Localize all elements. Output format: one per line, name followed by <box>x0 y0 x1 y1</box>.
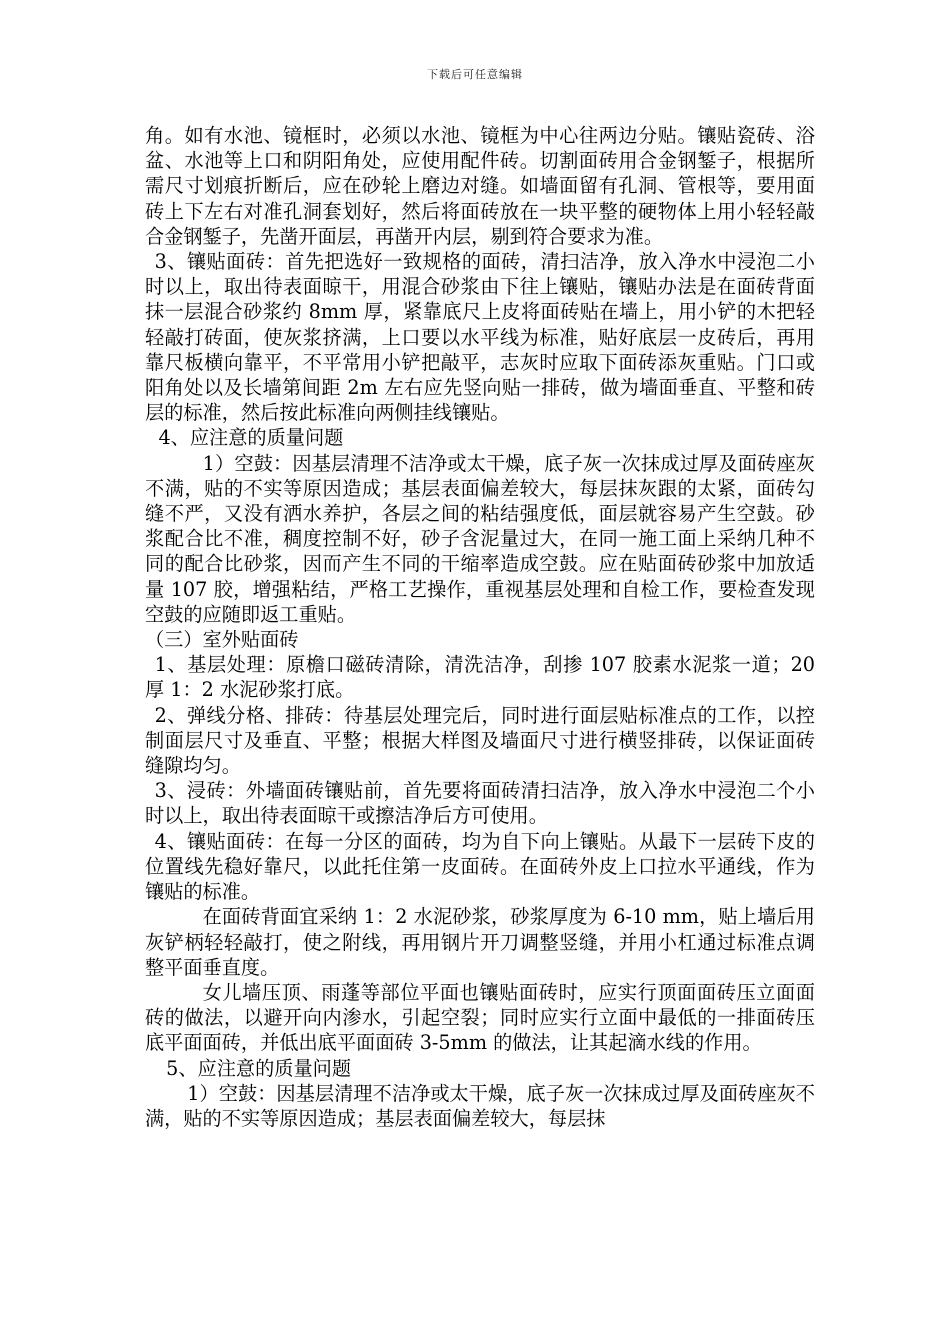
heading-exterior-tiling: （三）室外贴面砖 <box>145 628 299 652</box>
paragraph-hollowing-1: 1）空鼓：因基层清理不洁净或太干燥，底子灰一次抹成过厚及面砖座灰不满，贴的不实等原因造成；基层表面偏差较大，每层抹灰跟的太紧，面砖勾缝不严，又没有洒水养护，各层之间的粘结强度低，面层就容易产生空鼓。砂浆配合比不准，稠度控制不好，砂子含泥量过大，在同一施工面上采纳几种不同的配合比砂浆，因而产生不同的干缩率造成空鼓。应在贴面砖砂浆中加放适量 107 胶，增强粘结，严格工艺操作，重视基层处理和自检工作，要检查发现空鼓的应随即返工重贴。 <box>145 451 815 626</box>
paragraph-hollowing-2: 1）空鼓：因基层清理不洁净或太干燥，底子灰一次抹成过厚及面砖座灰不满，贴的不实等原因造成；基层表面偏差较大，每层抹 <box>145 1081 815 1130</box>
paragraph-mortar: 在面砖背面宜采纳 1：2 水泥砂浆，砂浆厚度为 6-10 mm，贴上墙后用灰铲柄轻轻敲打，使之附线，再用钢片开刀调整竖缝，并用小杠通过标准点调整平面垂直度。 <box>145 905 815 979</box>
paragraph-exterior-laying: 4、镶贴面砖：在每一分区的面砖，均为自下向上镶贴。从最下一层砖下皮的位置线先稳好靠尺，以此托住第一皮面砖。在面砖外皮上口拉水平通线，作为镶贴的标准。 <box>145 829 815 904</box>
paragraph-tile-laying: 3、镶贴面砖：首先把选好一致规格的面砖，清扫洁净，放入净水中浸泡二小时以上，取出待表面晾干，用混合砂浆由下往上镶贴，镶贴办法是在面砖背面抹一层混合砂浆约 8mm 厚，紧靠底尺上皮将面砖贴在墙上，用小铲的木把轻轻敲打砖面，使灰浆挤满，上口要以水平线为标准，贴好底层一皮砖后，再用靠尺板横向靠平，不平常用小铲把敲平，志灰时应取下面砖添灰重贴。门口或阳角处以及长墙第间距 2m 左右应先竖向贴一排砖，做为墙面垂直、平整和砖层的标准，然后按此标准向两侧挂线镶贴。 <box>145 250 815 425</box>
heading-quality-issues-5: 5、应注意的质量问题 <box>166 1056 352 1080</box>
paragraph-layout-lines: 2、弹线分格、排砖：待基层处理完后，同时进行面层贴标准点的工作，以控制面层尺寸及垂直、平整；根据大样图及墙面尺寸进行横竖排砖，以保证面砖缝隙均匀。 <box>145 703 815 778</box>
page-header-note: 下载后可任意编辑 <box>427 68 523 81</box>
paragraph-soaking: 3、浸砖：外墙面砖镶贴前，首先要将面砖清扫洁净，放入净水中浸泡二个小时以上，取出待表面晾干或擦洁净后方可使用。 <box>145 779 815 828</box>
paragraph-parapet: 女儿墙压顶、雨蓬等部位平面也镶贴面砖时，应实行顶面面砖压立面面砖的做法，以避开向内渗水，引起空裂；同时应实行立面中最低的一排面砖压底平面面砖，并低出底平面面砖 3-5mm 的做法，让其起滴水线的作用。 <box>145 980 815 1055</box>
paragraph-base-treatment: 1、基层处理：原檐口磁砖清除，清洗洁净，刮掺 107 胶素水泥浆一道；20 厚 1：2 水泥砂浆打底。 <box>145 653 815 702</box>
paragraph-tile-cutting: 角。如有水池、镜框时，必须以水池、镜框为中心往两边分贴。镶贴瓷砖、浴盆、水池等上口和阴阳角处，应使用配件砖。切割面砖用合金钢錾子，根据所需尺寸划痕折断后，应在砂轮上磨边对缝。如墙面留有孔洞、管根等，要用面砖上下左右对准孔洞套划好，然后将面砖放在一块平整的硬物体上用小轻轻敲合金钢錾子，先凿开面层，再凿开内层，剔到符合要求为准。 <box>145 124 815 248</box>
heading-quality-issues-4: 4、应注意的质量问题 <box>158 426 344 450</box>
document-body <box>145 123 815 1131</box>
